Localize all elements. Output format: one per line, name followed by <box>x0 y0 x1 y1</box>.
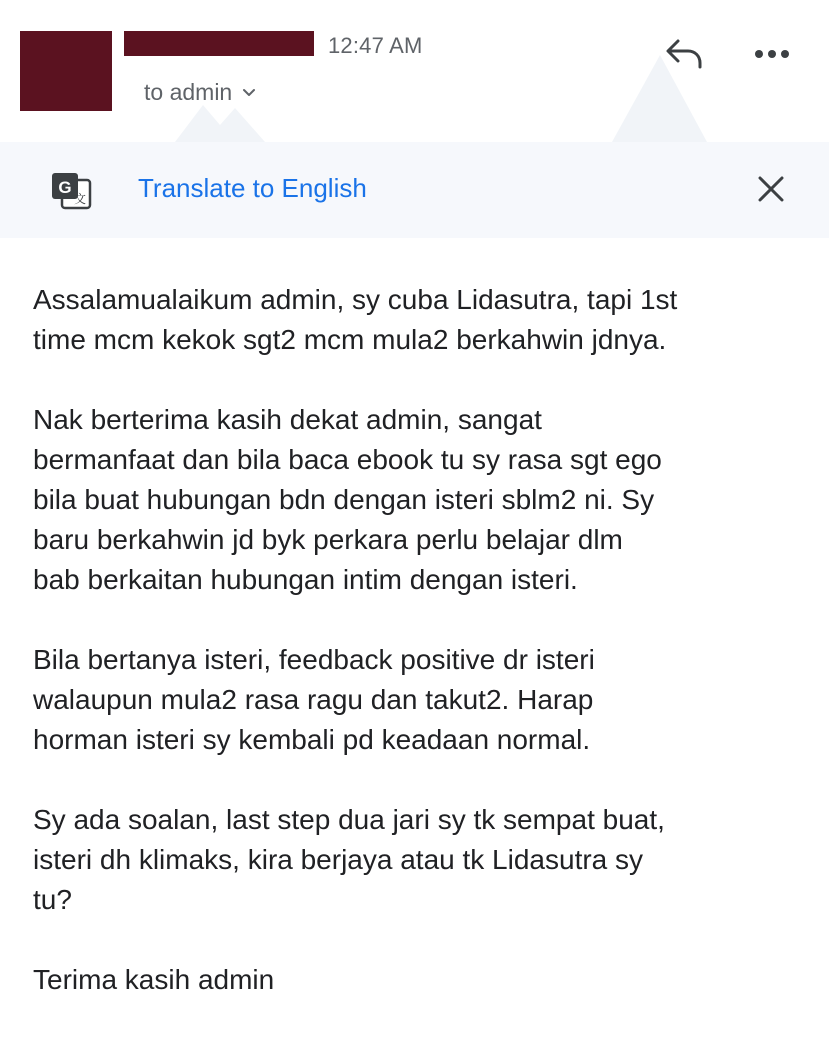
message-time: 12:47 AM <box>328 33 423 58</box>
reply-button[interactable] <box>664 37 704 71</box>
more-horizontal-icon <box>752 42 792 66</box>
recipient-details-toggle[interactable] <box>144 79 256 106</box>
translate-banner <box>0 142 829 238</box>
message-body <box>33 280 803 1040</box>
message-paragraph: Sy ada soalan, last step dua jari sy tk sempat buat, isteri dh klimaks, kira berjaya atau tk Lidasutra sy tu? <box>33 804 665 915</box>
google-translate-icon <box>50 170 92 212</box>
translate-icon-wrapper <box>50 170 92 212</box>
message-paragraph: Terima kasih admin <box>33 964 275 995</box>
watermark-shape <box>175 100 265 142</box>
more-options-button[interactable] <box>752 42 792 66</box>
message-paragraph: Bila bertanya isteri, feedback positive dr isteri walaupun mula2 rasa ragu dan takut2. Harap horman isteri sy kembali pd keadaan normal. <box>33 644 595 755</box>
message-paragraph: Assalamualaikum admin, sy cuba Lidasutra, tapi 1st time mcm kekok sgt2 mcm mula2 berkahwin jdnya. <box>33 284 678 355</box>
message-paragraph: Nak berterima kasih dekat admin, sangat bermanfaat dan bila baca ebook tu sy rasa sgt ego bila buat hubungan bdn dengan isteri sblm2 ni. Sy baru berkahwin jd byk perkara perlu belajar dlm bab berkaitan hubungan intim dengan isteri. <box>33 404 662 595</box>
reply-icon <box>664 37 704 71</box>
sender-name-redacted <box>124 31 314 56</box>
translate-to-english-link[interactable]: Translate to English <box>138 173 367 203</box>
recipient-label: to admin <box>144 79 233 105</box>
close-translate-button[interactable] <box>756 174 786 204</box>
close-icon <box>756 174 786 204</box>
message-header <box>0 0 829 142</box>
svg-text:G: G <box>58 178 72 197</box>
sender-avatar-redacted[interactable] <box>20 31 112 111</box>
svg-text:文: 文 <box>73 192 87 206</box>
chevron-down-icon <box>242 88 256 98</box>
